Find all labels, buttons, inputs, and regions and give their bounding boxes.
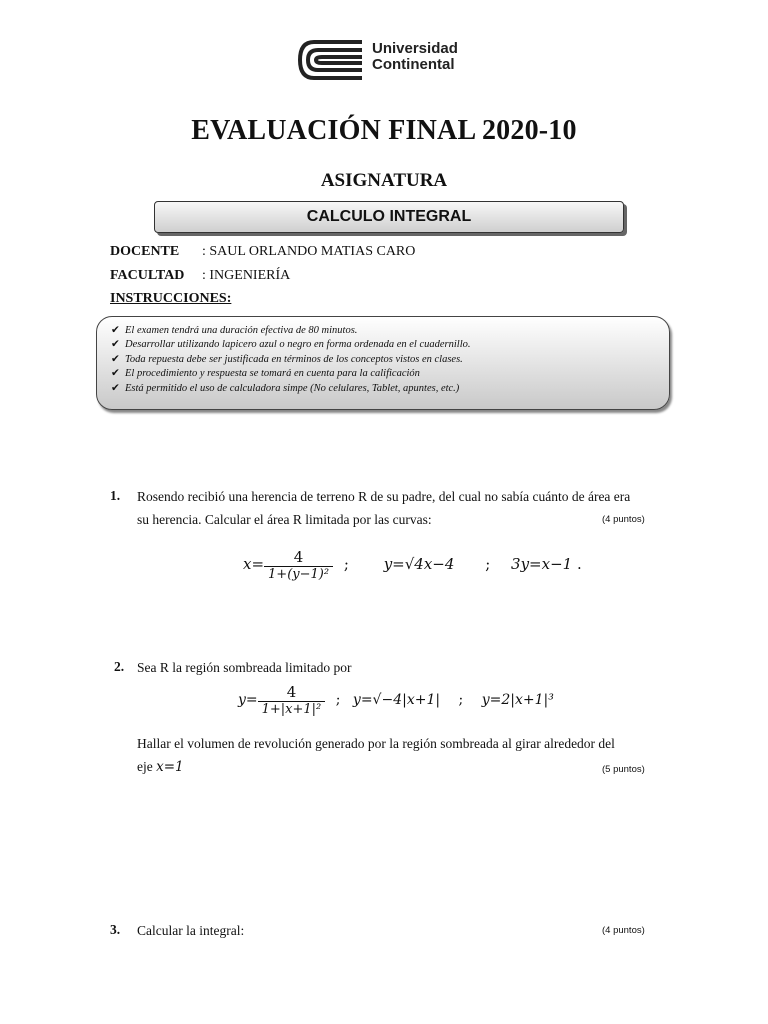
- check-icon: ✔: [111, 353, 120, 365]
- eq1-lhs: y=: [238, 692, 258, 708]
- check-icon: ✔: [111, 339, 120, 351]
- instruction-item: ✔ Toda repuesta debe ser justificada en términos de los conceptos vistos en clases.: [111, 353, 669, 367]
- subject-banner: CALCULO INTEGRAL: [154, 201, 624, 233]
- question-2-points: (5 puntos): [602, 764, 645, 775]
- question-2-equations: y= $\frac{4}{\text{1+|x+1|²}}$ ; y=√−4|x+1| ; y=2|x+1|³: [238, 683, 554, 717]
- facultad-label: FACULTAD: [110, 268, 185, 283]
- question-3-text: Calcular la integral:: [137, 923, 245, 938]
- instruction-item: ✔ El procedimiento y respuesta se tomará en cuenta para la calificación: [111, 367, 669, 381]
- instruction-item: ✔ Desarrollar utilizando lapicero azul o negro en forma ordenada en el cuadernillo.: [111, 338, 669, 352]
- subject-label: ASIGNATURA: [320, 170, 448, 191]
- facultad-value: : INGENIERÍA: [202, 268, 291, 283]
- docente-value: : SAUL ORLANDO MATIAS CARO: [202, 244, 416, 259]
- eq1-fraction: $\frac{4}{\text{1+(y−1)²}}$: [264, 548, 333, 582]
- question-1-number: 1.: [110, 488, 121, 503]
- check-icon: ✔: [111, 382, 120, 394]
- question-3-points: (4 puntos): [602, 925, 645, 936]
- eq2: y=√4x−4: [383, 555, 455, 573]
- question-2-text: Hallar el volumen de revolución generado por la región sombreada al girar alrededor del eje x=1: [137, 736, 615, 775]
- rotation-axis: x=1: [156, 759, 184, 775]
- question-2-number: 2.: [114, 659, 125, 674]
- eq3: 3y=x−1: [511, 555, 573, 573]
- eq1-lhs: x=: [243, 555, 265, 573]
- eq2: y=√−4|x+1|: [352, 692, 441, 708]
- check-icon: ✔: [111, 325, 120, 336]
- instruction-item: ✔ El examen tendrá una duración efectiva de 80 minutos.: [111, 324, 669, 338]
- instruction-item: ✔ Está permitido el uso de calculadora simpe (No celulares, Tablet, apuntes, etc.): [111, 382, 669, 396]
- question-3-number: 3.: [110, 922, 121, 937]
- logo-line2: Continental: [372, 56, 455, 73]
- question-2-intro: Sea R la región sombreada limitado por: [137, 660, 352, 675]
- facultad-row: [110, 268, 290, 284]
- docente-label: DOCENTE: [110, 244, 180, 259]
- question-1-text: Rosendo recibió una herencia de terreno R de su padre, del cual no sabía cuánto de área era su herencia. Calcular el área R limitada por las curvas:: [137, 489, 631, 527]
- check-icon: ✔: [111, 368, 120, 380]
- eq1-fraction: $\frac{4}{\text{1+|x+1|²}}$: [258, 683, 326, 717]
- instructions-box: [96, 316, 670, 410]
- logo-line1: Universidad: [372, 40, 458, 57]
- docente-row: [110, 244, 415, 260]
- instructions-list: [97, 317, 669, 396]
- instructions-heading: INSTRUCCIONES:: [110, 291, 232, 306]
- question-1-points: (4 puntos): [602, 514, 645, 525]
- question-1-equations: x= $\frac{4}{\text{1+(y−1)²}}$ ; y=√4x−4 ; 3y=x−1 .: [243, 548, 582, 582]
- eq3: y=2|x+1|³: [481, 692, 554, 708]
- logo-wordmark: [372, 41, 458, 73]
- exam-title: EVALUACIÓN FINAL 2020-10: [191, 115, 577, 146]
